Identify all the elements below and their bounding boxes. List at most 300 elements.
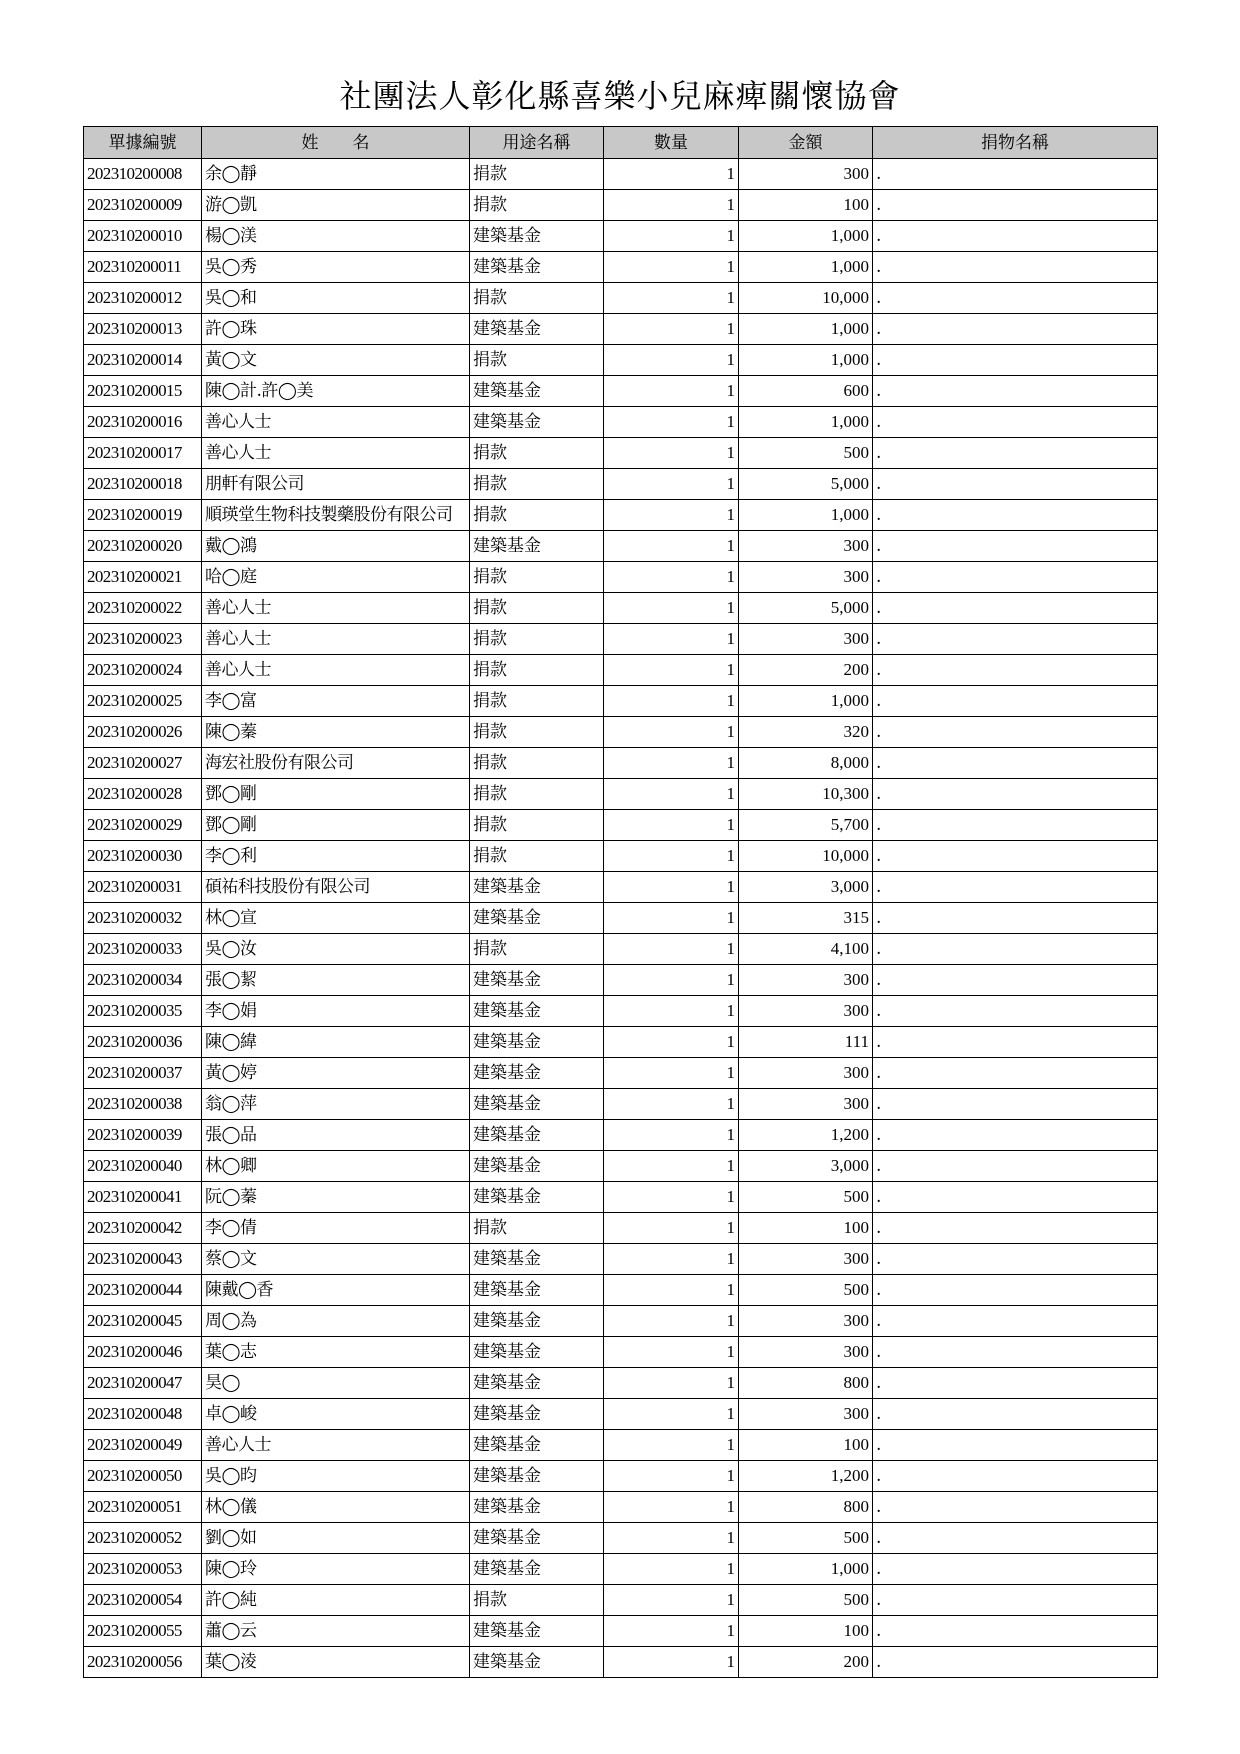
item-name-cell: . [873, 314, 1158, 345]
amount-cell: 1,000 [739, 345, 873, 376]
receipt-no-cell: 202310200038 [84, 1089, 202, 1120]
table-row [84, 376, 1158, 407]
quantity-cell: 1 [604, 779, 739, 810]
donor-name-cell: 吳◯汝 [202, 934, 470, 965]
table-row [84, 810, 1158, 841]
receipt-no-cell: 202310200021 [84, 562, 202, 593]
item-name-cell: . [873, 1399, 1158, 1430]
item-name-cell: . [873, 1368, 1158, 1399]
amount-cell: 10,300 [739, 779, 873, 810]
quantity-cell: 1 [604, 810, 739, 841]
amount-cell: 111 [739, 1027, 873, 1058]
receipt-no-cell: 202310200043 [84, 1244, 202, 1275]
donor-name-cell: 張◯絜 [202, 965, 470, 996]
item-name-cell: . [873, 531, 1158, 562]
item-name-cell: . [873, 1585, 1158, 1616]
amount-cell: 300 [739, 1306, 873, 1337]
item-name-cell: . [873, 872, 1158, 903]
donor-name-cell: 余◯靜 [202, 159, 470, 190]
quantity-cell: 1 [604, 655, 739, 686]
quantity-cell: 1 [604, 748, 739, 779]
amount-cell: 3,000 [739, 872, 873, 903]
item-name-cell: . [873, 748, 1158, 779]
donor-name-cell: 善心人士 [202, 438, 470, 469]
quantity-cell: 1 [604, 1554, 739, 1585]
purpose-cell: 捐款 [470, 717, 604, 748]
table-header-row [84, 127, 1158, 159]
column-header-purpose: 用途名稱 [470, 127, 604, 159]
table-row [84, 1275, 1158, 1306]
item-name-cell: . [873, 1461, 1158, 1492]
quantity-cell: 1 [604, 1523, 739, 1554]
table-row [84, 562, 1158, 593]
donation-table [83, 126, 1158, 1678]
quantity-cell: 1 [604, 1647, 739, 1678]
amount-cell: 1,000 [739, 314, 873, 345]
amount-cell: 100 [739, 1616, 873, 1647]
donor-name-cell: 善心人士 [202, 593, 470, 624]
donor-name-cell: 碩祐科技股份有限公司 [202, 872, 470, 903]
purpose-cell: 建築基金 [470, 1027, 604, 1058]
item-name-cell: . [873, 934, 1158, 965]
amount-cell: 300 [739, 562, 873, 593]
receipt-no-cell: 202310200028 [84, 779, 202, 810]
amount-cell: 500 [739, 438, 873, 469]
purpose-cell: 建築基金 [470, 1554, 604, 1585]
table-row [84, 1058, 1158, 1089]
quantity-cell: 1 [604, 996, 739, 1027]
quantity-cell: 1 [604, 283, 739, 314]
receipt-no-cell: 202310200034 [84, 965, 202, 996]
purpose-cell: 建築基金 [470, 1616, 604, 1647]
purpose-cell: 建築基金 [470, 1151, 604, 1182]
purpose-cell: 捐款 [470, 655, 604, 686]
item-name-cell: . [873, 1647, 1158, 1678]
purpose-cell: 捐款 [470, 283, 604, 314]
quantity-cell: 1 [604, 159, 739, 190]
amount-cell: 300 [739, 965, 873, 996]
table-row [84, 1213, 1158, 1244]
amount-cell: 5,000 [739, 469, 873, 500]
purpose-cell: 建築基金 [470, 1492, 604, 1523]
table-row [84, 190, 1158, 221]
purpose-cell: 捐款 [470, 469, 604, 500]
amount-cell: 1,200 [739, 1461, 873, 1492]
quantity-cell: 1 [604, 1120, 739, 1151]
amount-cell: 500 [739, 1585, 873, 1616]
amount-cell: 100 [739, 1430, 873, 1461]
table-row [84, 841, 1158, 872]
donor-name-cell: 吳◯昀 [202, 1461, 470, 1492]
receipt-no-cell: 202310200030 [84, 841, 202, 872]
donor-name-cell: 林◯宣 [202, 903, 470, 934]
donor-name-cell: 葉◯淩 [202, 1647, 470, 1678]
purpose-cell: 建築基金 [470, 1306, 604, 1337]
table-row [84, 252, 1158, 283]
donor-name-cell: 張◯品 [202, 1120, 470, 1151]
table-row [84, 748, 1158, 779]
amount-cell: 1,000 [739, 686, 873, 717]
amount-cell: 300 [739, 1058, 873, 1089]
item-name-cell: . [873, 1337, 1158, 1368]
purpose-cell: 建築基金 [470, 407, 604, 438]
table-row [84, 1399, 1158, 1430]
table-row [84, 1182, 1158, 1213]
item-name-cell: . [873, 810, 1158, 841]
donor-name-cell: 楊◯渼 [202, 221, 470, 252]
donor-name-cell: 善心人士 [202, 407, 470, 438]
amount-cell: 315 [739, 903, 873, 934]
quantity-cell: 1 [604, 1151, 739, 1182]
amount-cell: 200 [739, 655, 873, 686]
purpose-cell: 捐款 [470, 562, 604, 593]
item-name-cell: . [873, 376, 1158, 407]
table-row [84, 1089, 1158, 1120]
purpose-cell: 建築基金 [470, 1244, 604, 1275]
receipt-no-cell: 202310200050 [84, 1461, 202, 1492]
purpose-cell: 建築基金 [470, 252, 604, 283]
quantity-cell: 1 [604, 593, 739, 624]
quantity-cell: 1 [604, 1244, 739, 1275]
table-row [84, 1244, 1158, 1275]
purpose-cell: 捐款 [470, 438, 604, 469]
table-body [84, 159, 1158, 1678]
purpose-cell: 捐款 [470, 1213, 604, 1244]
item-name-cell: . [873, 965, 1158, 996]
receipt-no-cell: 202310200022 [84, 593, 202, 624]
receipt-no-cell: 202310200033 [84, 934, 202, 965]
amount-cell: 600 [739, 376, 873, 407]
donor-name-cell: 阮◯蓁 [202, 1182, 470, 1213]
receipt-no-cell: 202310200015 [84, 376, 202, 407]
donor-name-cell: 林◯卿 [202, 1151, 470, 1182]
receipt-no-cell: 202310200009 [84, 190, 202, 221]
table-row [84, 965, 1158, 996]
quantity-cell: 1 [604, 686, 739, 717]
table-row [84, 717, 1158, 748]
donor-name-cell: 蔡◯文 [202, 1244, 470, 1275]
amount-cell: 4,100 [739, 934, 873, 965]
purpose-cell: 捐款 [470, 779, 604, 810]
item-name-cell: . [873, 1275, 1158, 1306]
item-name-cell: . [873, 903, 1158, 934]
donor-name-cell: 陳◯玲 [202, 1554, 470, 1585]
table-row [84, 1306, 1158, 1337]
quantity-cell: 1 [604, 500, 739, 531]
receipt-no-cell: 202310200020 [84, 531, 202, 562]
page-title: 社團法人彰化縣喜樂小兒麻痺關懷協會 [339, 77, 901, 115]
amount-cell: 300 [739, 1337, 873, 1368]
quantity-cell: 1 [604, 1275, 739, 1306]
purpose-cell: 建築基金 [470, 531, 604, 562]
purpose-cell: 建築基金 [470, 1089, 604, 1120]
donor-name-cell: 李◯娟 [202, 996, 470, 1027]
amount-cell: 100 [739, 1213, 873, 1244]
receipt-no-cell: 202310200013 [84, 314, 202, 345]
donor-name-cell: 善心人士 [202, 624, 470, 655]
donor-name-cell: 蕭◯云 [202, 1616, 470, 1647]
quantity-cell: 1 [604, 562, 739, 593]
amount-cell: 8,000 [739, 748, 873, 779]
table-row [84, 283, 1158, 314]
receipt-no-cell: 202310200035 [84, 996, 202, 1027]
table-row [84, 1585, 1158, 1616]
item-name-cell: . [873, 469, 1158, 500]
amount-cell: 300 [739, 159, 873, 190]
amount-cell: 300 [739, 624, 873, 655]
item-name-cell: . [873, 779, 1158, 810]
donor-name-cell: 吳◯和 [202, 283, 470, 314]
item-name-cell: . [873, 841, 1158, 872]
amount-cell: 300 [739, 1399, 873, 1430]
item-name-cell: . [873, 407, 1158, 438]
quantity-cell: 1 [604, 1337, 739, 1368]
item-name-cell: . [873, 686, 1158, 717]
table-row [84, 1461, 1158, 1492]
donor-name-cell: 劉◯如 [202, 1523, 470, 1554]
item-name-cell: . [873, 1430, 1158, 1461]
donor-name-cell: 李◯倩 [202, 1213, 470, 1244]
purpose-cell: 捐款 [470, 190, 604, 221]
quantity-cell: 1 [604, 190, 739, 221]
purpose-cell: 捐款 [470, 500, 604, 531]
quantity-cell: 1 [604, 841, 739, 872]
table-row [84, 1523, 1158, 1554]
donor-name-cell: 鄧◯剛 [202, 779, 470, 810]
donor-name-cell: 游◯凱 [202, 190, 470, 221]
amount-cell: 5,700 [739, 810, 873, 841]
receipt-no-cell: 202310200041 [84, 1182, 202, 1213]
item-name-cell: . [873, 283, 1158, 314]
item-name-cell: . [873, 1089, 1158, 1120]
donor-name-cell: 許◯珠 [202, 314, 470, 345]
donor-name-cell: 陳◯計.許◯美 [202, 376, 470, 407]
purpose-cell: 建築基金 [470, 221, 604, 252]
item-name-cell: . [873, 1058, 1158, 1089]
quantity-cell: 1 [604, 1430, 739, 1461]
table-row [84, 1647, 1158, 1678]
table-row [84, 624, 1158, 655]
column-header-amount: 金額 [739, 127, 873, 159]
amount-cell: 1,000 [739, 407, 873, 438]
receipt-no-cell: 202310200032 [84, 903, 202, 934]
receipt-no-cell: 202310200016 [84, 407, 202, 438]
receipt-no-cell: 202310200019 [84, 500, 202, 531]
receipt-no-cell: 202310200025 [84, 686, 202, 717]
receipt-no-cell: 202310200046 [84, 1337, 202, 1368]
amount-cell: 1,000 [739, 500, 873, 531]
donor-name-cell: 黃◯婷 [202, 1058, 470, 1089]
receipt-no-cell: 202310200010 [84, 221, 202, 252]
quantity-cell: 1 [604, 314, 739, 345]
purpose-cell: 建築基金 [470, 314, 604, 345]
quantity-cell: 1 [604, 438, 739, 469]
table-row [84, 1151, 1158, 1182]
amount-cell: 300 [739, 531, 873, 562]
donor-name-cell: 李◯利 [202, 841, 470, 872]
item-name-cell: . [873, 345, 1158, 376]
table-row [84, 655, 1158, 686]
purpose-cell: 建築基金 [470, 1430, 604, 1461]
table-row [84, 996, 1158, 1027]
item-name-cell: . [873, 717, 1158, 748]
item-name-cell: . [873, 221, 1158, 252]
amount-cell: 320 [739, 717, 873, 748]
table-row [84, 1430, 1158, 1461]
amount-cell: 5,000 [739, 593, 873, 624]
receipt-no-cell: 202310200048 [84, 1399, 202, 1430]
quantity-cell: 1 [604, 965, 739, 996]
table-row [84, 593, 1158, 624]
receipt-no-cell: 202310200031 [84, 872, 202, 903]
table-row [84, 500, 1158, 531]
table-row [84, 1027, 1158, 1058]
donor-name-cell: 陳戴◯香 [202, 1275, 470, 1306]
donor-name-cell: 陳◯蓁 [202, 717, 470, 748]
table-row [84, 1616, 1158, 1647]
purpose-cell: 建築基金 [470, 1523, 604, 1554]
item-name-cell: . [873, 1120, 1158, 1151]
purpose-cell: 捐款 [470, 841, 604, 872]
purpose-cell: 捐款 [470, 810, 604, 841]
amount-cell: 1,000 [739, 221, 873, 252]
donor-name-cell: 許◯純 [202, 1585, 470, 1616]
donor-name-cell: 順瑛堂生物科技製藥股份有限公司 [202, 500, 470, 531]
receipt-no-cell: 202310200024 [84, 655, 202, 686]
table-row [84, 221, 1158, 252]
item-name-cell: . [873, 1616, 1158, 1647]
receipt-no-cell: 202310200047 [84, 1368, 202, 1399]
donor-name-cell: 葉◯志 [202, 1337, 470, 1368]
table-row [84, 1120, 1158, 1151]
purpose-cell: 建築基金 [470, 1647, 604, 1678]
item-name-cell: . [873, 1182, 1158, 1213]
item-name-cell: . [873, 593, 1158, 624]
amount-cell: 3,000 [739, 1151, 873, 1182]
quantity-cell: 1 [604, 252, 739, 283]
purpose-cell: 建築基金 [470, 1058, 604, 1089]
column-header-receipt-no: 單據編號 [84, 127, 202, 159]
quantity-cell: 1 [604, 1182, 739, 1213]
receipt-no-cell: 202310200052 [84, 1523, 202, 1554]
table-row [84, 469, 1158, 500]
item-name-cell: . [873, 159, 1158, 190]
receipt-no-cell: 202310200018 [84, 469, 202, 500]
quantity-cell: 1 [604, 1368, 739, 1399]
item-name-cell: . [873, 1554, 1158, 1585]
quantity-cell: 1 [604, 531, 739, 562]
quantity-cell: 1 [604, 345, 739, 376]
purpose-cell: 建築基金 [470, 1399, 604, 1430]
receipt-no-cell: 202310200040 [84, 1151, 202, 1182]
item-name-cell: . [873, 562, 1158, 593]
item-name-cell: . [873, 190, 1158, 221]
quantity-cell: 1 [604, 221, 739, 252]
item-name-cell: . [873, 1027, 1158, 1058]
amount-cell: 300 [739, 1244, 873, 1275]
column-header-item-name: 捐物名稱 [873, 127, 1158, 159]
purpose-cell: 捐款 [470, 593, 604, 624]
receipt-no-cell: 202310200042 [84, 1213, 202, 1244]
donor-name-cell: 善心人士 [202, 655, 470, 686]
quantity-cell: 1 [604, 1306, 739, 1337]
amount-cell: 300 [739, 1089, 873, 1120]
table-row [84, 1554, 1158, 1585]
purpose-cell: 捐款 [470, 159, 604, 190]
quantity-cell: 1 [604, 1492, 739, 1523]
donor-name-cell: 李◯富 [202, 686, 470, 717]
table-row [84, 903, 1158, 934]
receipt-no-cell: 202310200039 [84, 1120, 202, 1151]
receipt-no-cell: 202310200026 [84, 717, 202, 748]
receipt-no-cell: 202310200011 [84, 252, 202, 283]
purpose-cell: 建築基金 [470, 1368, 604, 1399]
column-header-quantity: 數量 [604, 127, 739, 159]
receipt-no-cell: 202310200044 [84, 1275, 202, 1306]
receipt-no-cell: 202310200056 [84, 1647, 202, 1678]
quantity-cell: 1 [604, 1027, 739, 1058]
receipt-no-cell: 202310200054 [84, 1585, 202, 1616]
amount-cell: 1,000 [739, 252, 873, 283]
receipt-no-cell: 202310200014 [84, 345, 202, 376]
table-row [84, 159, 1158, 190]
donor-name-cell: 翁◯萍 [202, 1089, 470, 1120]
receipt-no-cell: 202310200012 [84, 283, 202, 314]
receipt-no-cell: 202310200017 [84, 438, 202, 469]
item-name-cell: . [873, 438, 1158, 469]
amount-cell: 800 [739, 1368, 873, 1399]
table-row [84, 407, 1158, 438]
quantity-cell: 1 [604, 1616, 739, 1647]
item-name-cell: . [873, 1244, 1158, 1275]
item-name-cell: . [873, 1213, 1158, 1244]
receipt-no-cell: 202310200008 [84, 159, 202, 190]
column-header-name: 姓 名 [202, 127, 470, 159]
table-row [84, 1368, 1158, 1399]
amount-cell: 500 [739, 1523, 873, 1554]
donor-name-cell: 林◯儀 [202, 1492, 470, 1523]
donor-name-cell: 黃◯文 [202, 345, 470, 376]
table-row [84, 314, 1158, 345]
purpose-cell: 捐款 [470, 748, 604, 779]
purpose-cell: 捐款 [470, 934, 604, 965]
amount-cell: 10,000 [739, 841, 873, 872]
table-row [84, 779, 1158, 810]
receipt-no-cell: 202310200045 [84, 1306, 202, 1337]
table-row [84, 1337, 1158, 1368]
donor-name-cell: 朋軒有限公司 [202, 469, 470, 500]
receipt-no-cell: 202310200053 [84, 1554, 202, 1585]
purpose-cell: 建築基金 [470, 1337, 604, 1368]
donor-name-cell: 善心人士 [202, 1430, 470, 1461]
purpose-cell: 建築基金 [470, 965, 604, 996]
item-name-cell: . [873, 1151, 1158, 1182]
item-name-cell: . [873, 1306, 1158, 1337]
item-name-cell: . [873, 996, 1158, 1027]
receipt-no-cell: 202310200055 [84, 1616, 202, 1647]
amount-cell: 10,000 [739, 283, 873, 314]
purpose-cell: 建築基金 [470, 376, 604, 407]
amount-cell: 200 [739, 1647, 873, 1678]
amount-cell: 1,200 [739, 1120, 873, 1151]
table-row [84, 686, 1158, 717]
quantity-cell: 1 [604, 469, 739, 500]
quantity-cell: 1 [604, 1585, 739, 1616]
quantity-cell: 1 [604, 1213, 739, 1244]
receipt-no-cell: 202310200036 [84, 1027, 202, 1058]
donor-name-cell: 海宏社股份有限公司 [202, 748, 470, 779]
purpose-cell: 建築基金 [470, 1275, 604, 1306]
